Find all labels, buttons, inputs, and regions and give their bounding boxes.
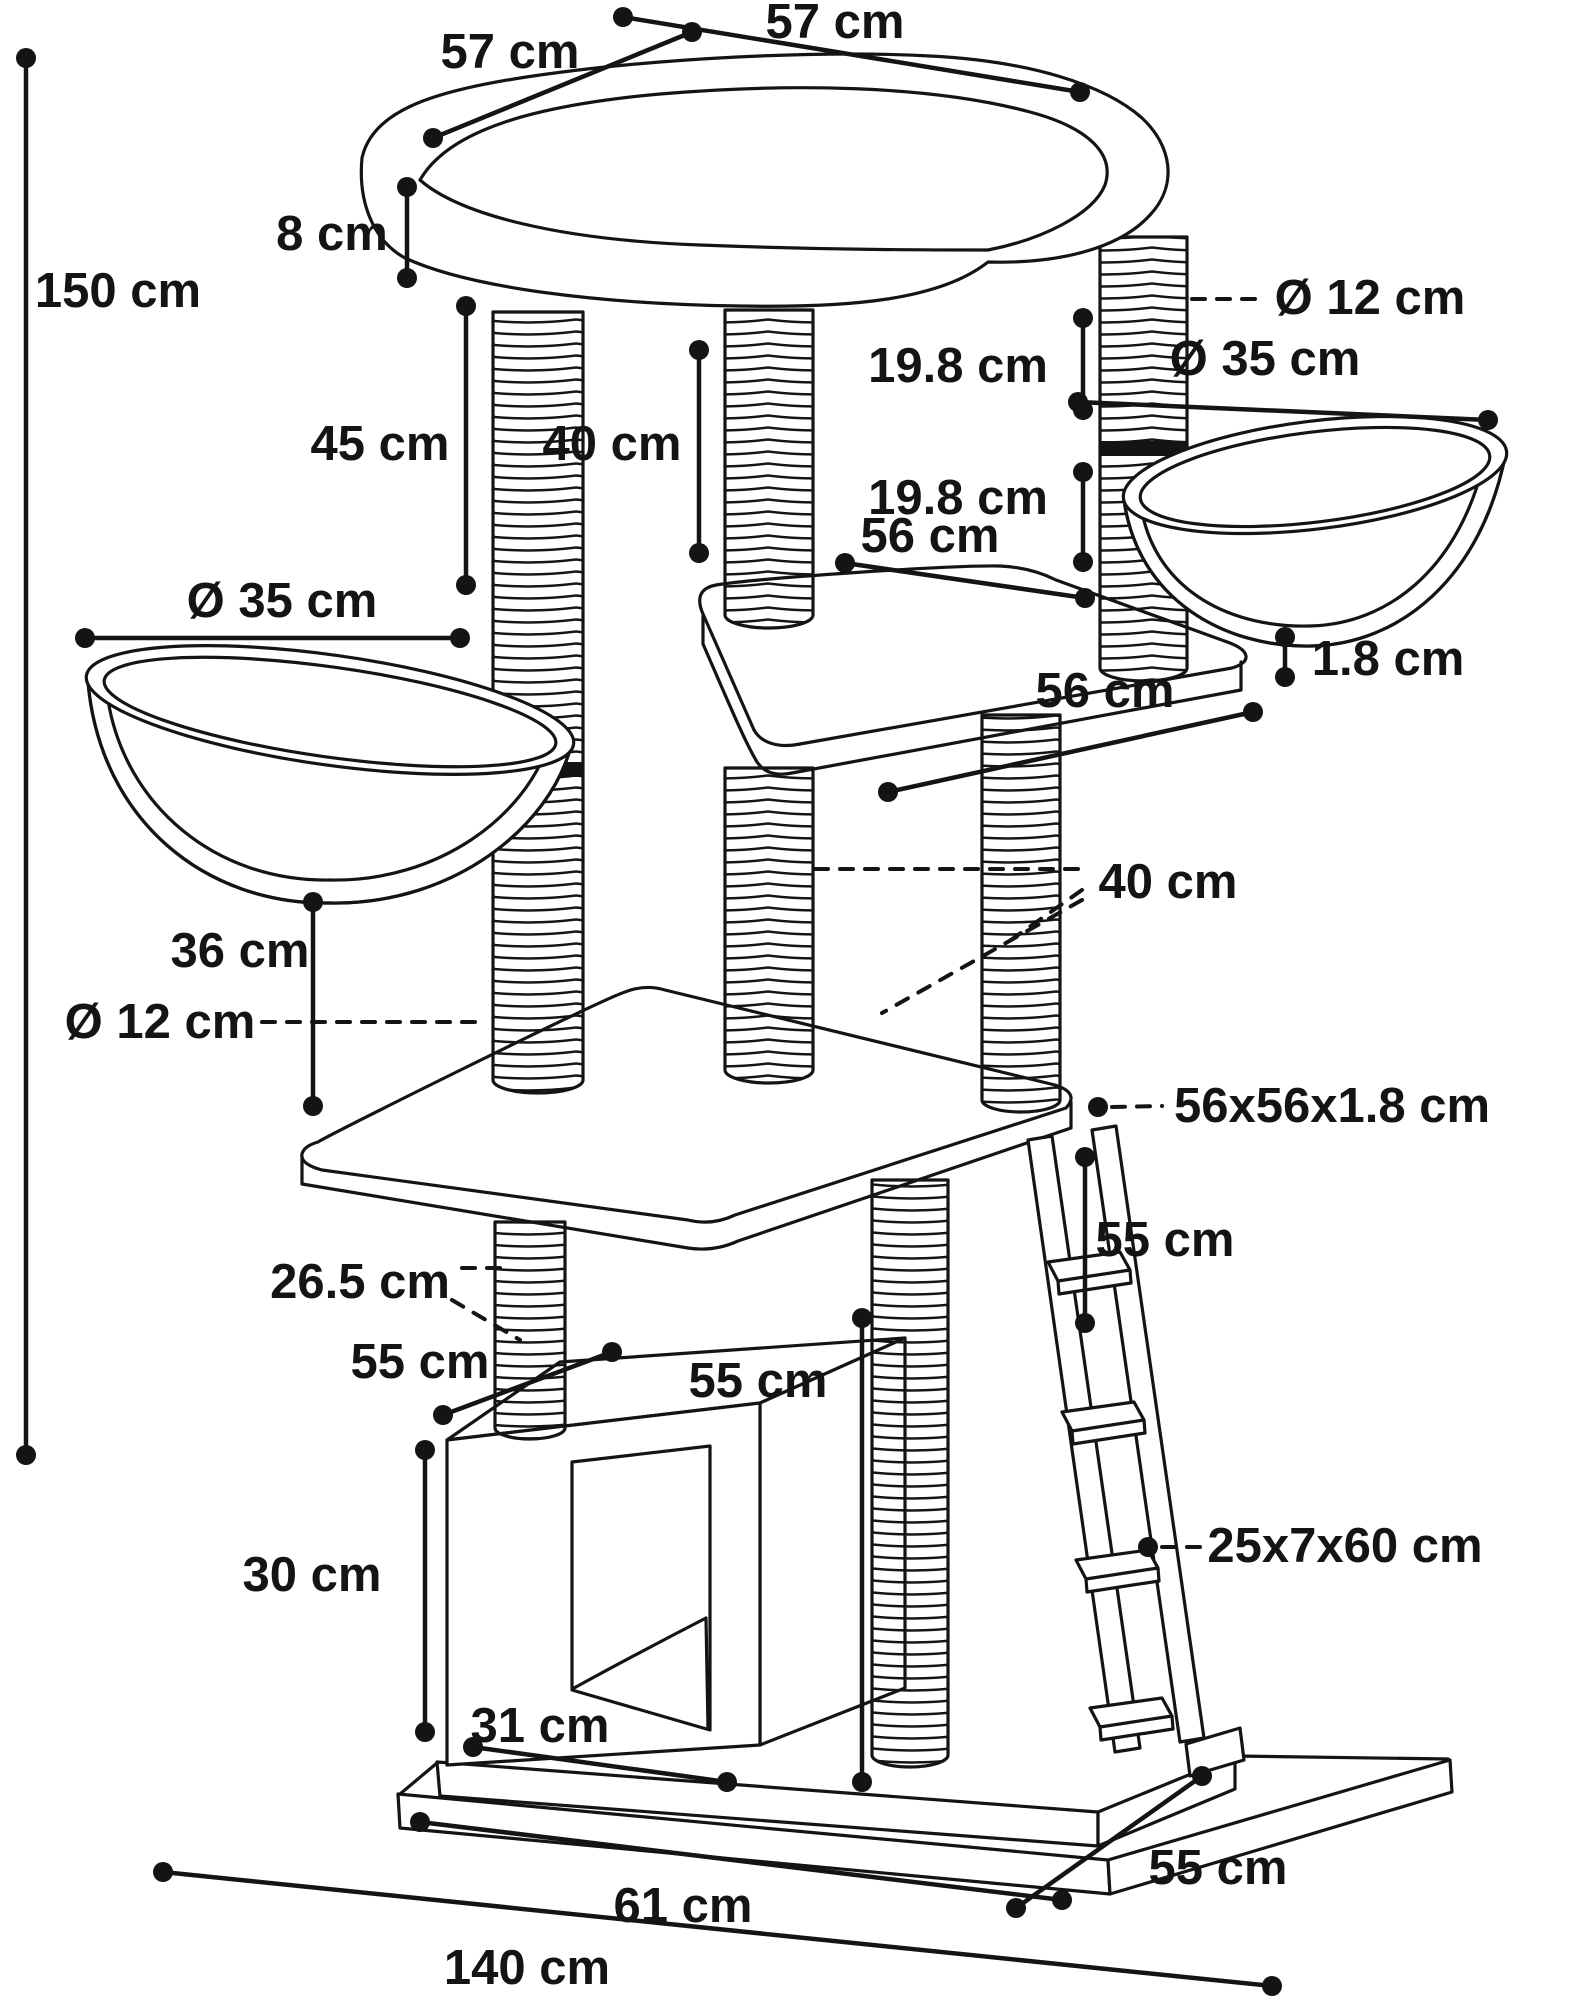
bed-outline: [361, 54, 1168, 306]
post-center-tall: [872, 1180, 948, 1767]
main-platform: [302, 987, 1071, 1249]
dim-main-platform-size: [1088, 1079, 1490, 1133]
dim-house-height-30: [243, 1440, 435, 1742]
dim-post-45: [311, 296, 476, 595]
dim-label: 1.8 cm: [1311, 632, 1465, 686]
dim-offset-26-5: [270, 1255, 520, 1340]
dim-label: 56 cm: [860, 509, 1000, 563]
dim-label: 26.5 cm: [270, 1255, 450, 1309]
dim-label: 19.8 cm: [868, 339, 1048, 393]
dim-label: 55 cm: [1148, 1841, 1288, 1895]
dim-label: Ø 35 cm: [1169, 332, 1361, 386]
dim-label: Ø 12 cm: [64, 995, 256, 1049]
dim-post-diameter-top: [1192, 271, 1465, 325]
dim-label: 36 cm: [170, 924, 310, 978]
post-right-lower: [982, 715, 1060, 1112]
top-bed: [361, 54, 1168, 306]
dim-label: 57 cm: [440, 25, 580, 79]
dim-label: 55 cm: [350, 1335, 490, 1389]
dim-label: 55 cm: [1095, 1213, 1235, 1267]
dim-label: 31 cm: [470, 1699, 610, 1753]
dim-label: 25x7x60 cm: [1207, 1519, 1483, 1573]
dim-gap-19-8-upper: [868, 308, 1093, 420]
dim-label: 30 cm: [242, 1548, 382, 1602]
dim-label: 45 cm: [310, 417, 450, 471]
dim-label: 56x56x1.8 cm: [1173, 1079, 1491, 1133]
dim-label: 140 cm: [443, 1941, 611, 1995]
dim-ladder-size: [1138, 1519, 1483, 1573]
dim-label: 55 cm: [688, 1354, 828, 1408]
dim-label: Ø 35 cm: [186, 574, 378, 628]
dim-label: 40 cm: [1098, 855, 1238, 909]
dim-label: 8 cm: [276, 207, 388, 261]
base: [398, 1756, 1452, 1894]
post-middle-lower: [725, 768, 813, 1083]
post-middle-upper: [725, 310, 813, 628]
dim-label: 19.8 cm: [868, 471, 1048, 525]
dim-label: 61 cm: [613, 1879, 753, 1933]
dim-label: 56 cm: [1035, 664, 1175, 718]
house-opening: [572, 1446, 710, 1730]
dim-label: 57 cm: [765, 0, 905, 49]
dim-label: Ø 12 cm: [1274, 271, 1466, 325]
dim-label: 40 cm: [542, 417, 682, 471]
ladder-step-4: [1090, 1698, 1173, 1740]
dim-post-diameter-left: [65, 995, 486, 1049]
dim-bowl-left-diameter: [75, 574, 470, 648]
dim-label: 150 cm: [34, 264, 202, 318]
